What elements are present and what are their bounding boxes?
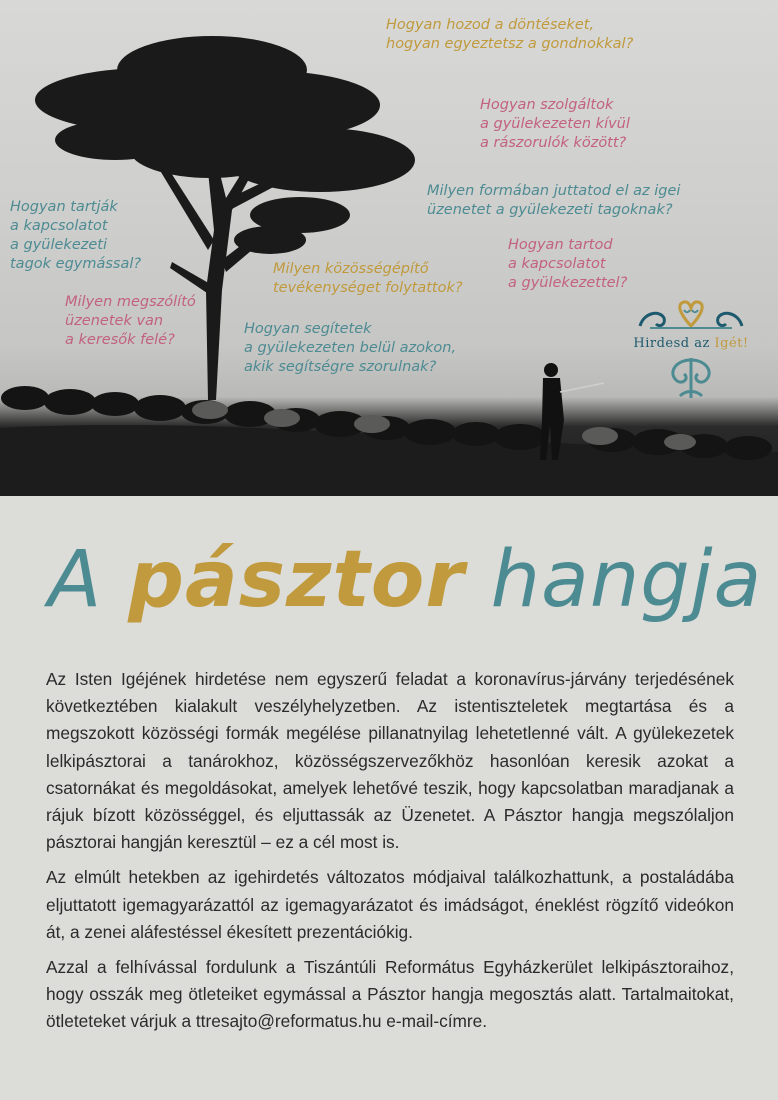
paragraph-2: Az elmúlt hetekben az igehirdetés változatos módjaival találkozhattunk, a postaládába eljuttatott igemagyarázattól az igemagyarázatot és imádságot, éneklést rögzítő videókon át, a zenei aláfestéssel ékesített prezentációkig. <box>46 867 734 942</box>
body-text <box>46 666 734 1044</box>
question-pink-1: Hogyan szolgáltok a gyülekezeten kívül a rászorulók között? <box>480 97 630 151</box>
question-gold-2: Milyen közösségépítő tevékenységet folytattok? <box>273 261 463 296</box>
paragraph-1: Az Isten Igéjének hirdetése nem egyszerű feladat a koronavírus-járvány terjedésének következtében kialakult veszélyhelyzetben. Az istentiszteletek megtartása és a megszokott közösségi formák megélése pillanatnyilag lehetetlenné vált. A gyülekezetek lelkipásztorai a tanárokhoz, közösségszervezőkhöz hasonlóan keresik azokat a csatornákat és megoldásokat, amelyek lehetővé teszik, hogy kapcsolatban maradjanak a rájuk bízott közösséggel, és eljuttassák az Üzenetet. A Pásztor hangja megszólaljon pásztorai hangján keresztül – ez a cél most is. <box>46 669 734 853</box>
poster-title: A pásztor hangja <box>48 535 763 625</box>
question-teal-3: Hogyan segítetek a gyülekezeten belül azokon, akik segítségre szorulnak? <box>244 321 457 375</box>
question-teal-1: Milyen formában juttatod el az igei üzenetet a gyülekezeti tagoknak? <box>427 183 681 218</box>
hirdesd-az-iget-logo <box>620 298 762 402</box>
logo-text: Hirdesd az Igét! <box>633 336 749 351</box>
question-teal-2: Hogyan tartják a kapcsolatot a gyülekezeti tagok egymással? <box>10 199 142 272</box>
question-gold-1: Hogyan hozod a döntéseket, hogyan egyeztetsz a gondnokkal? <box>386 17 634 52</box>
question-pink-3: Milyen megszólító üzenetek van a keresők felé? <box>65 294 196 348</box>
hero-photo <box>0 0 778 496</box>
question-pink-2: Hogyan tartod a kapcsolatot a gyülekezettel? <box>508 237 628 291</box>
paragraph-3: Azzal a felhívással fordulunk a Tiszántúli Református Egyházkerület lelkipásztoraihoz, hogy osszák meg ötleteiket egymással a Pásztor hangja megosztás alatt. Tartalmaitokat, ötleteteket várjuk a ttresajto@reformatus.hu e-mail-címre. <box>46 957 734 1032</box>
